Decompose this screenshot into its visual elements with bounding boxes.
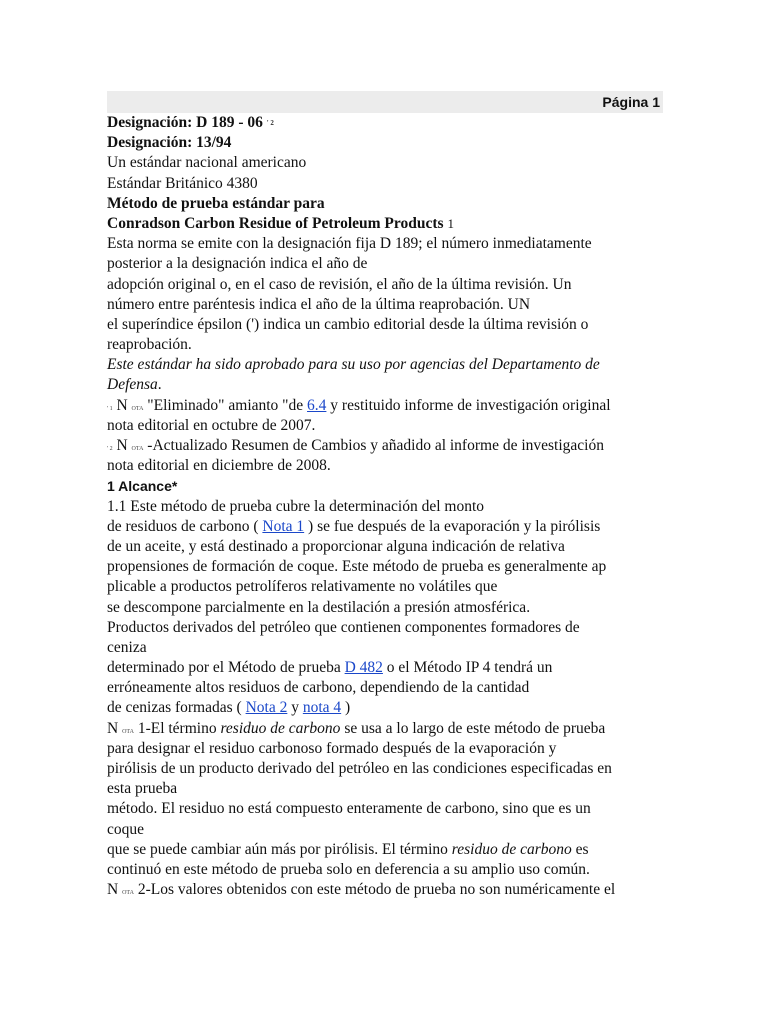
- scope-line: [107, 658, 663, 678]
- document-page: [107, 91, 663, 900]
- note-text: -Actualizado Resumen de Cambios y añadido al informe de investigación: [147, 437, 604, 454]
- link-nota-1[interactable]: Nota 1: [262, 517, 305, 535]
- national-standard: Un estándar nacional americano: [107, 154, 307, 172]
- note-term: residuo de carbono: [451, 840, 572, 858]
- dod-line: Este estándar ha sido aprobado para su uso por agencias del Departamento de: [107, 356, 600, 374]
- note-text: 2-Los valores obtenidos con este método de prueba no son numéricamente el: [133, 881, 616, 899]
- note-n: N: [107, 719, 119, 737]
- method-subject-text: Conradson Carbon Residue of Petroleum Products: [107, 214, 448, 232]
- method-subject: [107, 214, 663, 234]
- editorial-note-1: [107, 396, 663, 416]
- british-standard: Estándar Británico 4380: [107, 174, 258, 192]
- note-ota: OTA: [122, 890, 134, 897]
- intro-line: número entre paréntesis indica el año de la última reaprobación. UN: [107, 295, 531, 313]
- scope-text: y: [287, 699, 303, 717]
- designation-superscript: ' 2: [266, 119, 274, 127]
- dod-period: .: [157, 376, 162, 394]
- document-body: [107, 113, 663, 900]
- scope-line: ceniza: [107, 638, 147, 656]
- editorial-note-2: [107, 436, 663, 456]
- note-text: 1-El término: [133, 719, 221, 737]
- scope-text: o el Método IP 4 tendrá un: [382, 659, 553, 677]
- editorial-note-2-cont: nota editorial en diciembre de 2008.: [107, 457, 331, 475]
- note-ota: OTA: [131, 446, 144, 452]
- note-1-line: esta prueba: [107, 780, 178, 798]
- note-ota: OTA: [122, 728, 134, 735]
- scope-heading: 1 Alcance*: [107, 478, 178, 495]
- note-text: es: [571, 840, 589, 858]
- dod-line: [107, 375, 663, 395]
- designation-2: Designación: 13/94: [107, 134, 232, 152]
- designation-line: [107, 113, 663, 133]
- scope-line: de un aceite, y está destinado a proporcionar alguna indicación de relativa: [107, 537, 565, 555]
- note-1-line: [107, 840, 663, 860]
- note-ota: OTA: [131, 405, 144, 412]
- link-d-482[interactable]: D 482: [344, 659, 383, 677]
- intro-line: posterior a la designación indica el año de: [107, 255, 368, 273]
- scope-line: [107, 698, 663, 718]
- note-text: que se puede cambiar aún más por pirólisis. El término: [107, 840, 452, 858]
- intro-line: el superíndice épsilon (') indica un cambio editorial desde la última revisión o: [107, 315, 589, 333]
- link-nota-2[interactable]: Nota 2: [245, 699, 288, 717]
- scope-line: plicable a productos petrolíferos relativamente no volátiles que: [107, 578, 498, 596]
- note-1-line: método. El residuo no está compuesto enteramente de carbono, sino que es un: [107, 800, 591, 818]
- dod-text: Defensa: [107, 376, 158, 394]
- scope-line: erróneamente altos residuos de carbono, dependiendo de la cantidad: [107, 679, 530, 697]
- intro-line: reaprobación.: [107, 336, 192, 354]
- note-text: y restituido informe de investigación original: [326, 396, 611, 414]
- note-term: residuo de carbono: [220, 719, 341, 737]
- scope-text: ) se fue después de la evaporación y la pirólisis: [304, 517, 601, 535]
- note-1-line: [107, 719, 663, 739]
- note-1-line: coque: [107, 820, 145, 838]
- scope-text: de cenizas formadas (: [107, 699, 246, 717]
- note-n: N: [107, 881, 119, 899]
- note-text: "Eliminado" amianto "de: [147, 396, 308, 414]
- note-1-line: para designar el residuo carbonoso formado después de la evaporación y: [107, 739, 557, 757]
- method-title: Método de prueba estándar para: [107, 194, 325, 212]
- scope-line: propensiones de formación de coque. Este método de prueba es generalmente ap: [107, 558, 607, 576]
- scope-line: [107, 517, 663, 537]
- intro-line: Esta norma se emite con la designación fija D 189; el número inmediatamente: [107, 235, 592, 253]
- designation-text: Designación: D 189 - 06: [107, 114, 263, 131]
- note-1-line: continuó en este método de prueba solo en deferencia a su amplio uso común.: [107, 860, 590, 878]
- note-n: N: [116, 396, 128, 414]
- epsilon-mark: ' 2: [107, 446, 113, 452]
- editorial-note-1-cont: nota editorial en octubre de 2007.: [107, 416, 316, 434]
- scope-line: se descompone parcialmente en la destilación a presión atmosférica.: [107, 598, 531, 616]
- scope-line: 1.1 Este método de prueba cubre la determinación del monto: [107, 497, 485, 515]
- page-header: [107, 91, 663, 113]
- scope-text: determinado por el Método de prueba: [107, 659, 345, 677]
- scope-line: Productos derivados del petróleo que contienen componentes formadores de: [107, 618, 580, 636]
- scope-text: ): [341, 699, 351, 717]
- note-n: N: [116, 437, 128, 454]
- scope-text: de residuos de carbono (: [107, 517, 263, 535]
- note-text: se usa a lo largo de este método de prueba: [340, 719, 606, 737]
- epsilon-mark: ' 1: [107, 405, 113, 412]
- note-2-line: [107, 880, 663, 900]
- link-6-4[interactable]: 6.4: [307, 396, 327, 414]
- intro-line: adopción original o, en el caso de revisión, el año de la última revisión. Un: [107, 275, 572, 293]
- page-label: Página 1: [602, 94, 660, 110]
- footnote-marker: 1: [447, 215, 454, 231]
- link-nota-4[interactable]: nota 4: [302, 699, 342, 717]
- note-1-line: pirólisis de un producto derivado del petróleo en las condiciones especificadas en: [107, 760, 612, 777]
